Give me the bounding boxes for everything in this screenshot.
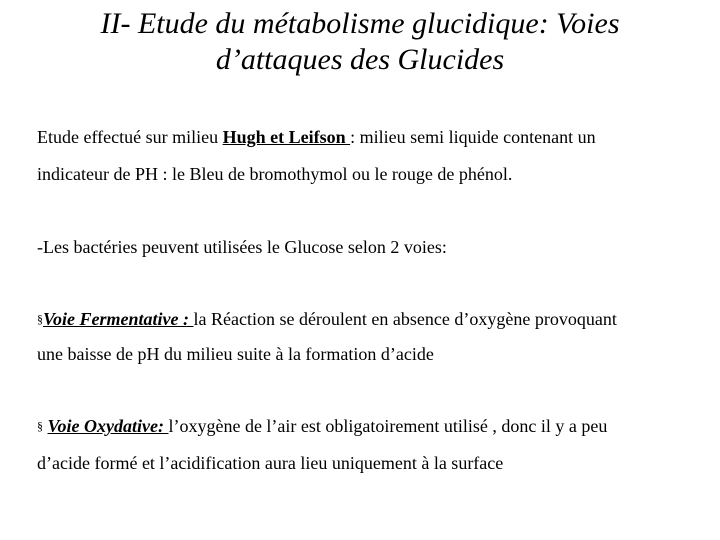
paragraph-medium-line-2: indicateur de PH : le Bleu de bromothymol ou le rouge de phénol. (37, 164, 513, 184)
title-line-2: d’attaques des Glucides (215, 43, 505, 76)
bullet-fermentative-line-2: une baisse de pH du milieu suite à la formation d’acide (37, 344, 434, 364)
fermentative-desc: la Réaction se déroulent en absence d’oxygène provoquant (193, 309, 617, 329)
term-hugh-leifson: Hugh et Leifson (222, 127, 351, 147)
bullet-marker-oxydative: § (37, 419, 43, 433)
paragraph-pathways: -Les bactéries peuvent utilisées le Glucose selon 2 voies: (37, 237, 447, 257)
title-line-1: II- Etude du métabolisme glucidique: Voies (100, 7, 620, 40)
oxydative-desc: l’oxygène de l’air est obligatoirement utilisé , donc il y a peu (168, 416, 608, 436)
bullet-marker-fermentative: § (37, 312, 43, 326)
term-fermentative: Voie Fermentative : (43, 309, 194, 329)
paragraph-medium-intro: Etude effectué sur milieu (37, 127, 223, 147)
bullet-fermentative-line-1 (37, 309, 697, 329)
bullet-oxydative-line-2: d’acide formé et l’acidification aura lieu uniquement à la surface (37, 453, 504, 473)
paragraph-medium-line-1 (37, 127, 697, 147)
paragraph-medium-desc: : milieu semi liquide contenant un (350, 127, 596, 147)
bullet-oxydative-line-1 (37, 416, 697, 436)
term-oxydative: Voie Oxydative: (47, 416, 169, 436)
slide-title (40, 6, 680, 78)
